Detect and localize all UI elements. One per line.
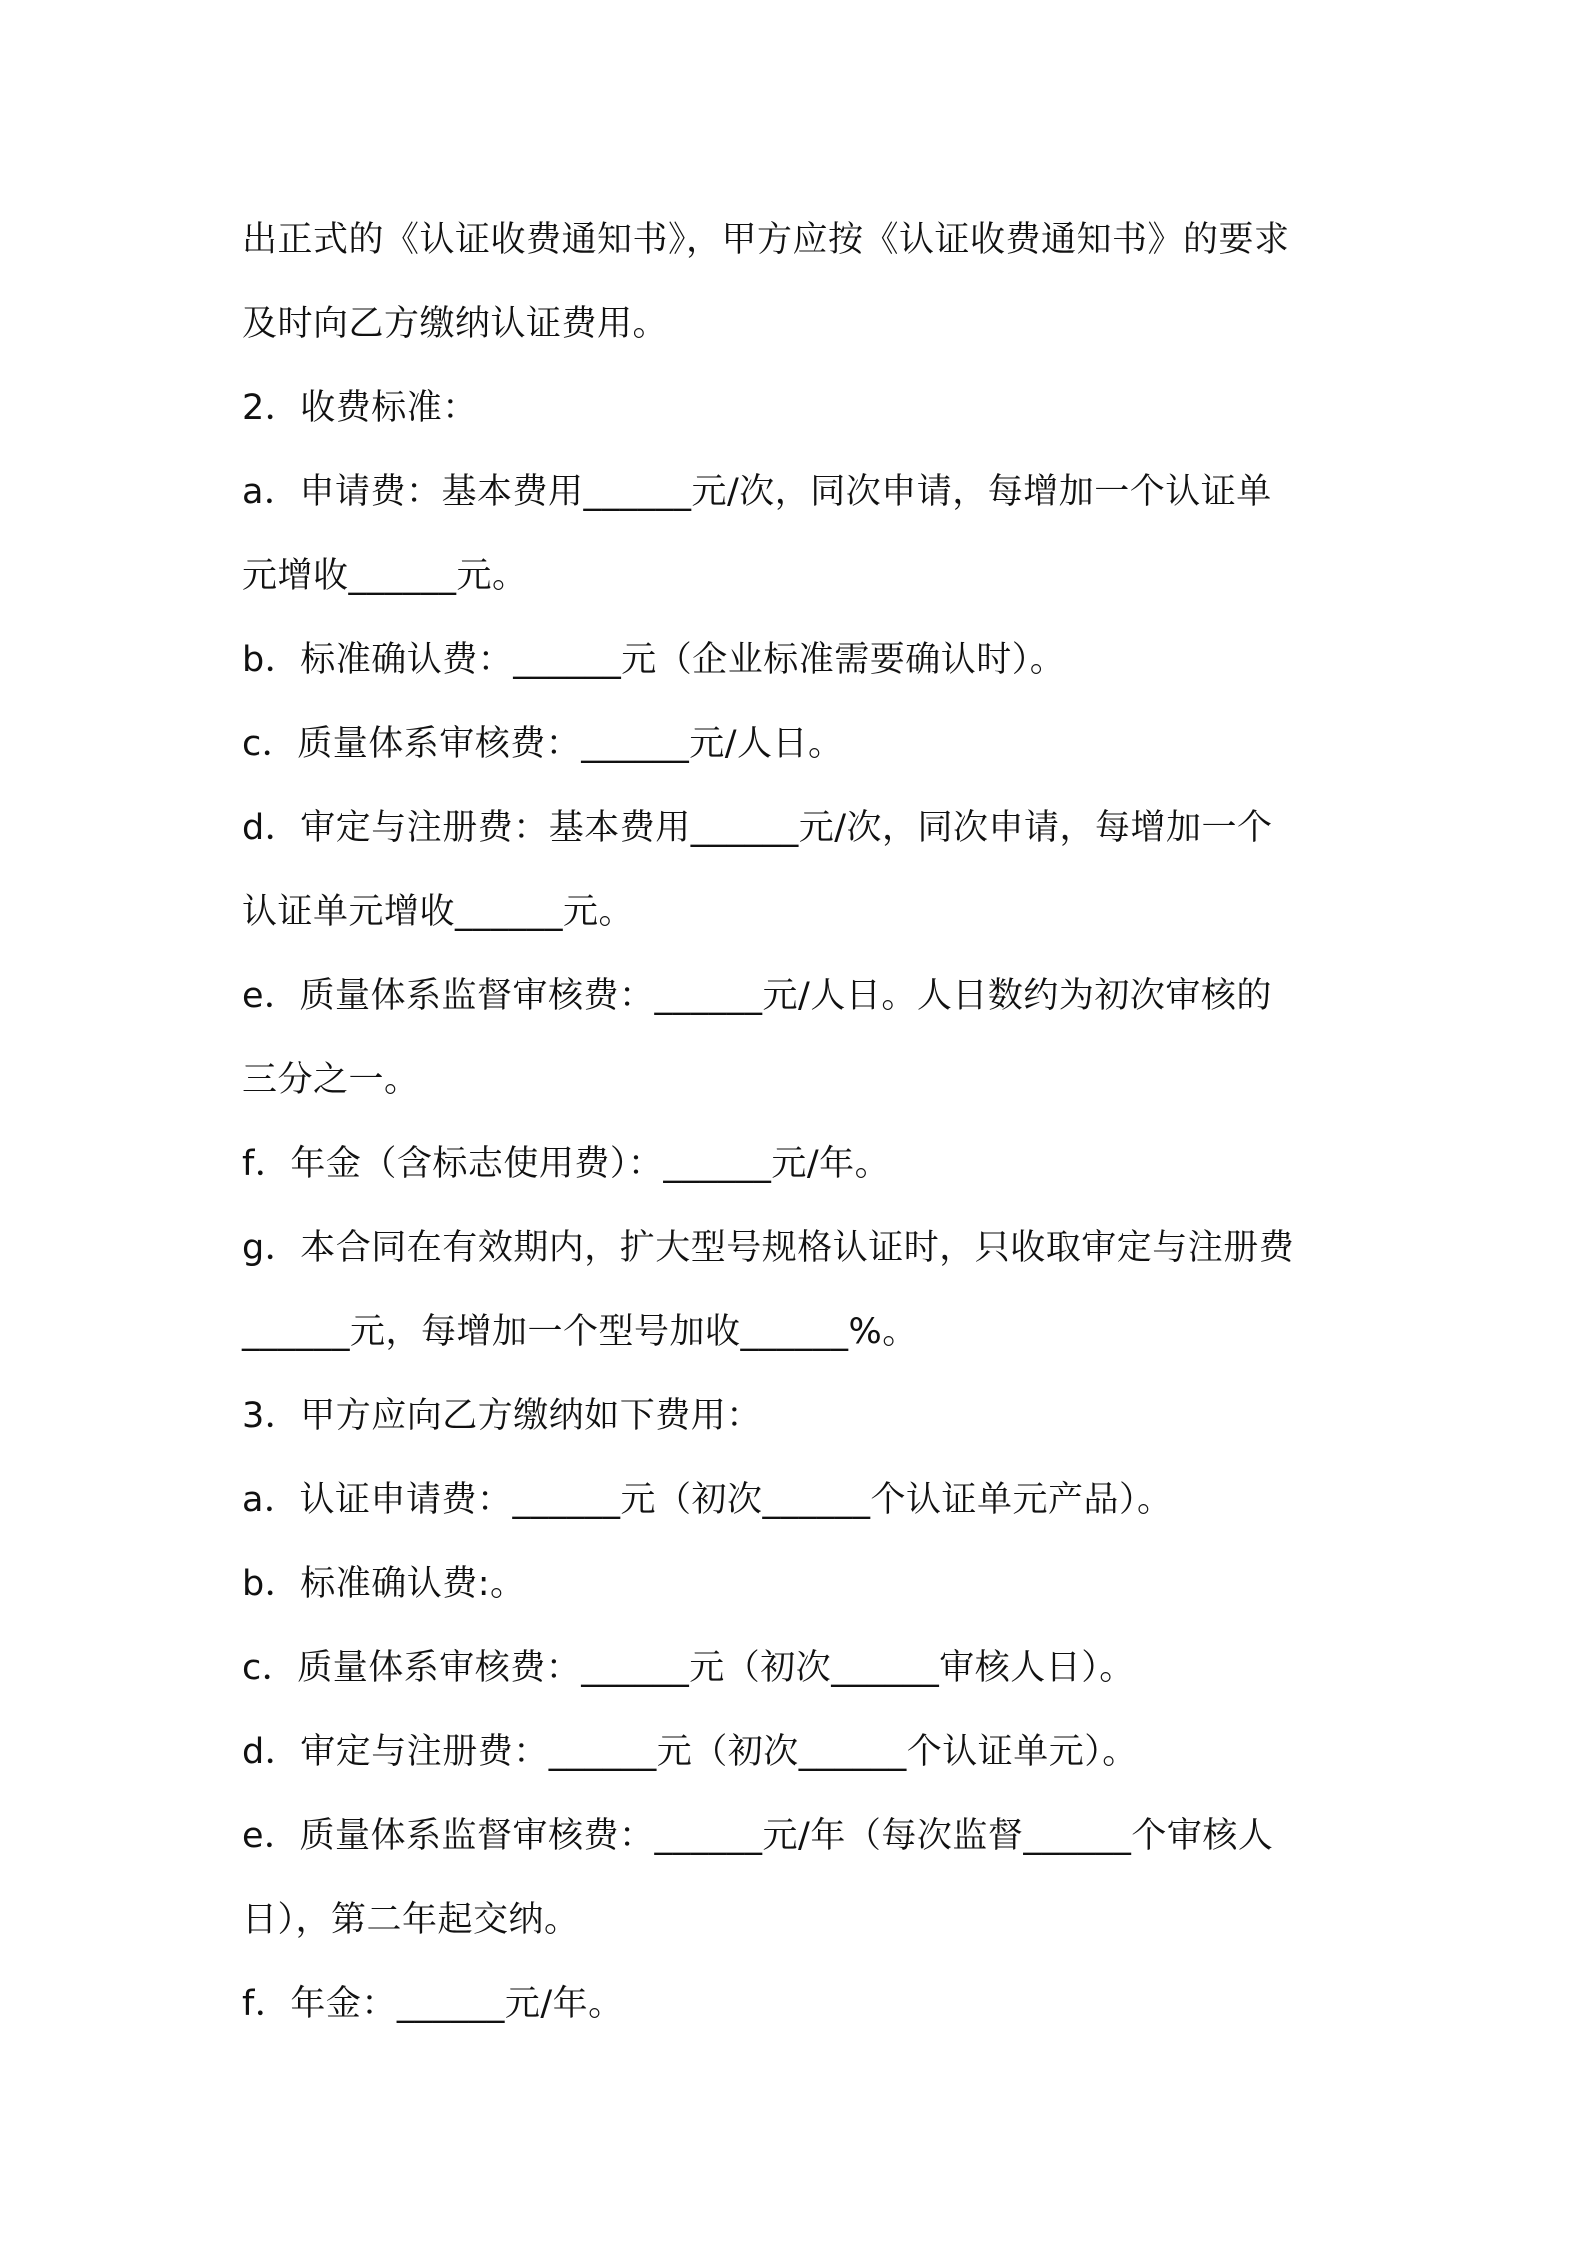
text-line: f．年金：______元/年。 [242,1984,624,2024]
text-line: 及时向乙方缴纳认证费用。 [242,304,669,344]
text-line: 元增收______元。 [242,556,528,596]
section-heading: 3．甲方应向乙方缴纳如下费用： [242,1396,762,1436]
text-line: a．认证申请费：______元（初次______个认证单元产品）。 [242,1480,1173,1520]
text-line: b．标准确认费:。 [242,1564,526,1604]
text-line: 日），第二年起交纳。 [242,1900,580,1940]
text-line: e．质量体系监督审核费：______元/人日。人日数约为初次审核的 [242,976,1272,1016]
text-line: c．质量体系审核费：______元/人日。 [242,724,844,764]
text-line: e．质量体系监督审核费：______元/年（每次监督______个审核人 [242,1816,1274,1856]
text-line: g．本合同在有效期内，扩大型号规格认证时，只收取审定与注册费 [242,1228,1295,1268]
text-line: ______元，每增加一个型号加收______%。 [242,1312,918,1352]
section-heading: 2．收费标准： [242,388,478,428]
text-line: 认证单元增收______元。 [242,892,635,932]
text-line: b．标准确认费：______元（企业标准需要确认时）。 [242,640,1066,680]
text-line: a．申请费：基本费用______元/次，同次申请，每增加一个认证单 [242,472,1272,512]
text-line: 出正式的《认证收费通知书》，甲方应按《认证收费通知书》的要求 [242,220,1290,260]
text-line: f．年金（含标志使用费）：______元/年。 [242,1144,891,1184]
document-body [242,198,1362,2046]
text-line: d．审定与注册费：______元（初次______个认证单元）。 [242,1732,1138,1772]
text-line: d．审定与注册费：基本费用______元/次，同次申请，每增加一个 [242,808,1273,848]
text-line: c．质量体系审核费：______元（初次______审核人日）。 [242,1648,1135,1688]
text-line: 三分之一。 [242,1060,420,1100]
